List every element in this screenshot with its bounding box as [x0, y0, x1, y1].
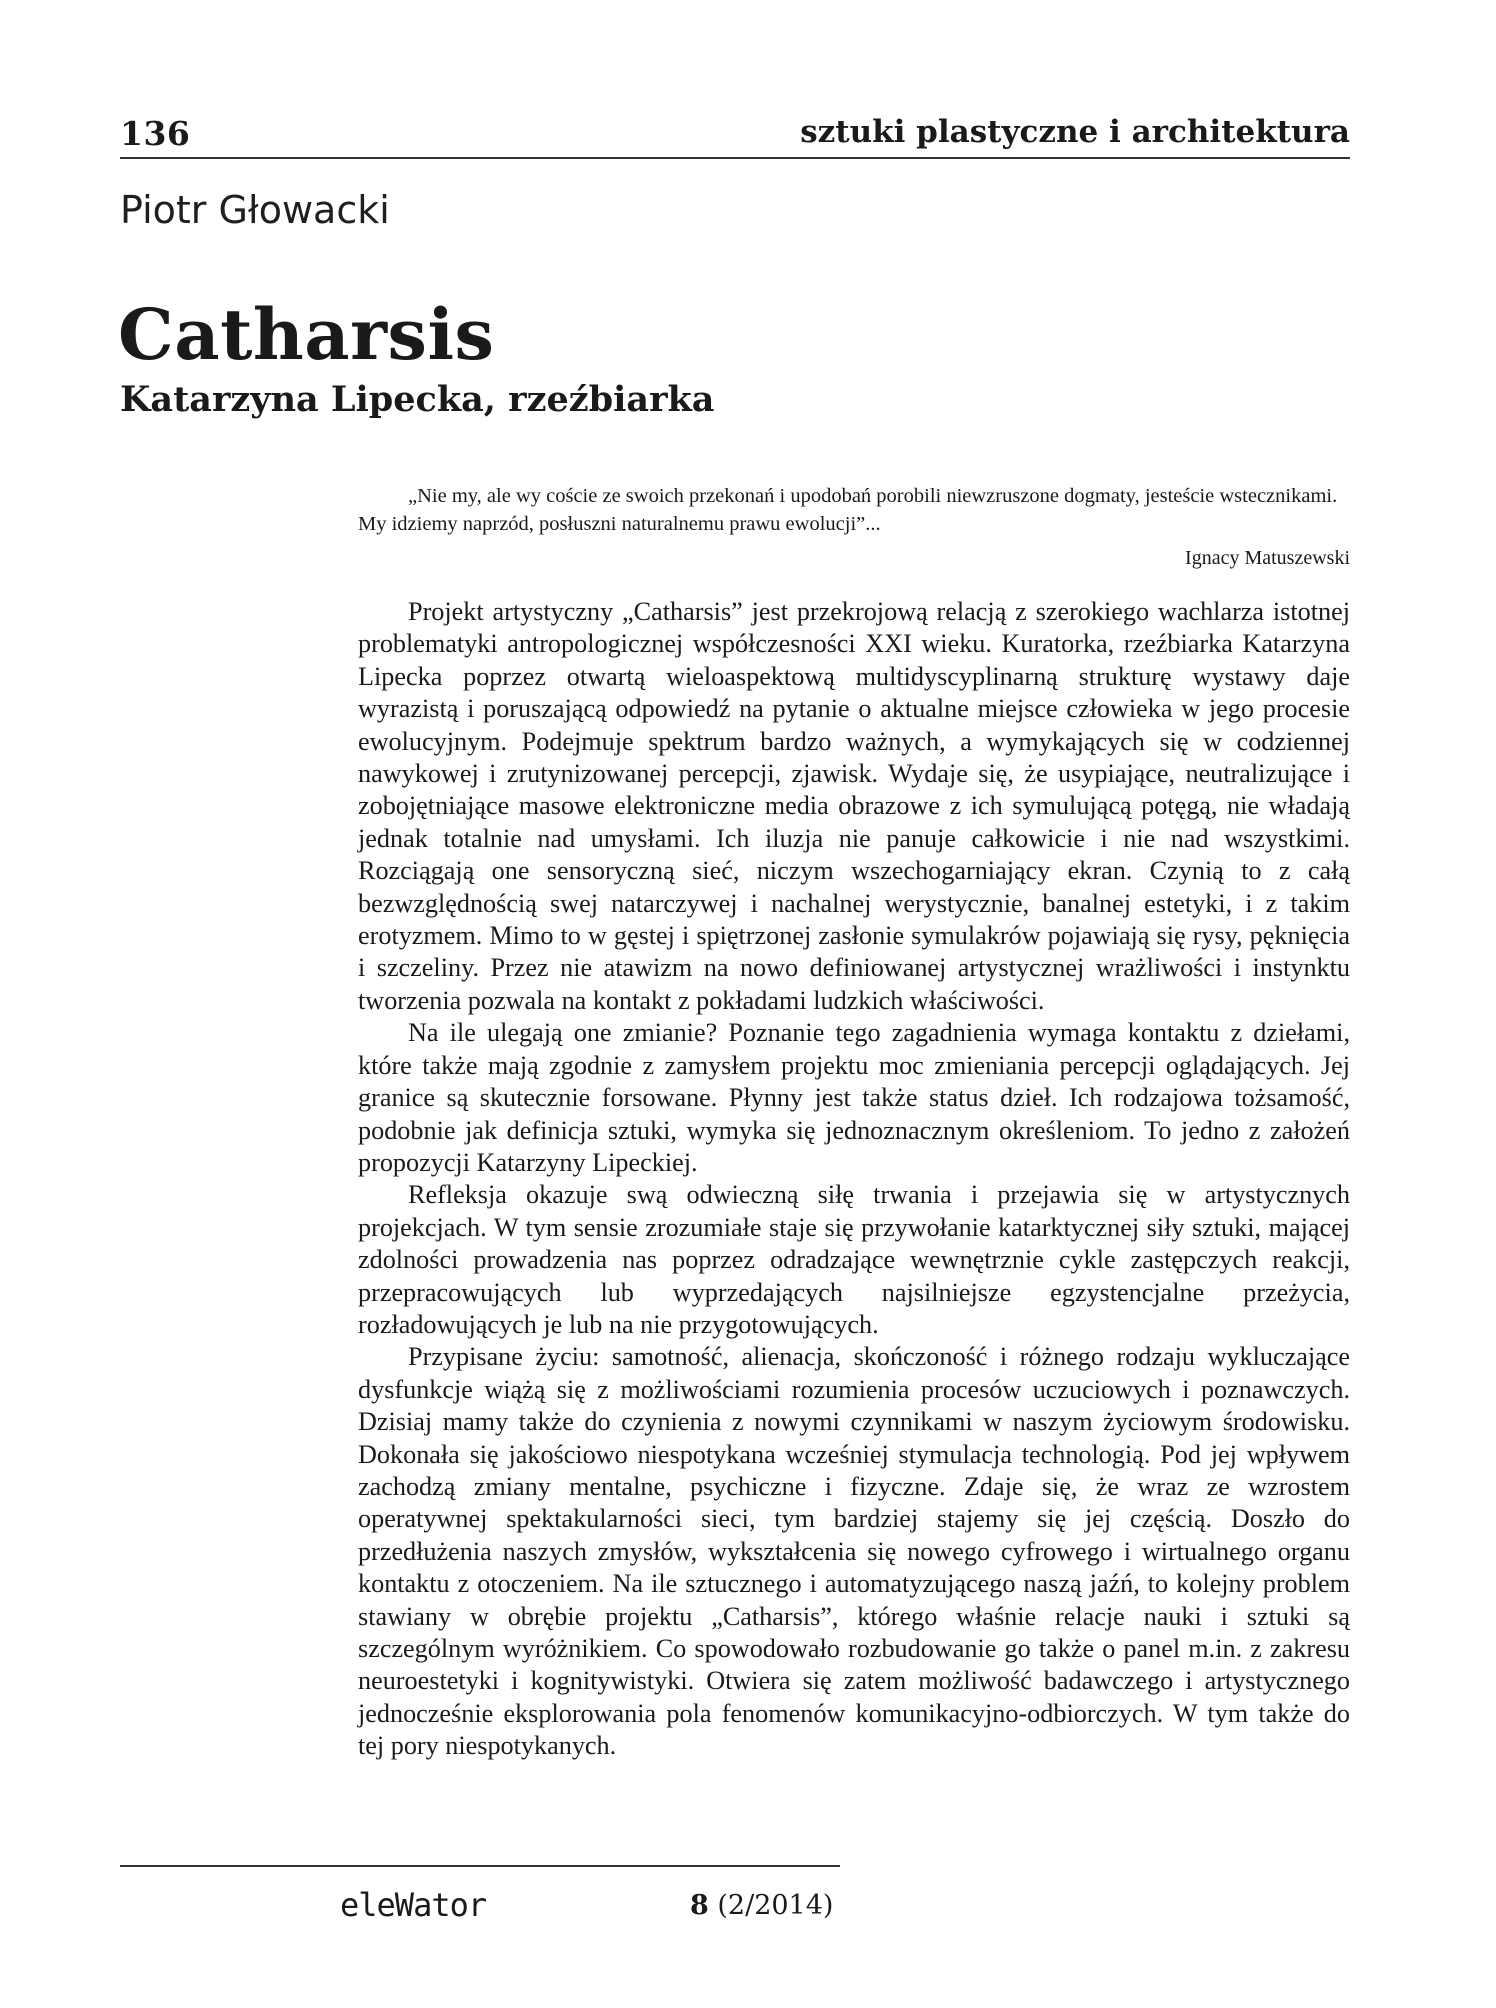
- epigraph: [358, 482, 1350, 572]
- body-paragraph: Przypisane życiu: samotność, alienacja, skończoność i różnego rodzaju wykluczające dysfunkcje wiążą się z możliwościami rozumienia procesów uczuciowych i poznawczych. Dzisiaj mamy także do czynienia z nowymi czynnikami w naszym życiowym środowisku. Dokonała się jakościowo niespotykana wcześniej stymulacja technologią. Pod jej wpływem zachodzą zmiany mentalne, psychiczne i fizyczne. Zdaje się, że wraz ze wzrostem operatywnej spektakularności sieci, tym bardziej stajemy się jej częścią. Doszło do przedłużenia naszych zmysłów, wykształcenia się nowego cyfrowego i wirtualnego organu kontaktu z otoczeniem. Na ile sztucznego i automatyzującego naszą jaźń, to kolejny problem stawiany w obrębie projektu „Catharsis”, którego właśnie relacje nauki i sztuki są szczególnym wyróżnikiem. Co spowodowało rozbudowanie go także o panel m.in. z zakresu neuroestetyki i kognitywistyki. Otwiera się zatem możliwość badawczego i artystycznego jednocześnie eksplorowania pola fenomenów komunikacyjno-odbiorczych. W tym także do tej pory niespotykanych.: [358, 1342, 1350, 1761]
- article-title: Catharsis: [118, 293, 495, 376]
- issue-detail: (2/2014): [717, 1890, 834, 1921]
- header-divider: [120, 157, 1350, 159]
- epigraph-author: Ignacy Matuszewski: [1185, 547, 1350, 569]
- article-author: Piotr Głowacki: [120, 188, 390, 232]
- magazine-logo: eleWator: [340, 1886, 487, 1924]
- issue-number: 8: [690, 1890, 709, 1921]
- section-title: sztuki plastyczne i architektura: [800, 114, 1350, 150]
- issue-info: [690, 1890, 833, 1921]
- page-number: 136: [120, 114, 191, 153]
- article-subtitle: Katarzyna Lipecka, rzeźbiarka: [120, 379, 715, 420]
- body-paragraph: Projekt artystyczny „Catharsis” jest przekrojową relacją z szerokiego wachlarza istotnej problematyki antropologicznej współczesności XXI wieku. Kuratorka, rzeźbiarka Katarzyna Lipecka poprzez otwartą wieloaspektową multidyscyplinarną strukturę wystawy daje wyrazistą i poruszającą odpowiedź na pytanie o aktualne miejsce człowieka w jego procesie ewolucyjnym. Podejmuje spektrum bardzo ważnych, a wymykających się w codziennej nawykowej i zrutynizowanej percepcji, zjawisk. Wydaje się, że usypiające, neutralizujące i zobojętniające masowe elektroniczne media obrazowe z ich symulującą potęgą, nie władają jednak totalnie nad umysłami. Ich iluzja nie panuje całkowicie i nie nad wszystkimi. Rozciągają one sensoryczną sieć, niczym wszechogarniający ekran. Czynią to z całą bezwzględnością swej natarczywej i nachalnej werystycznie, banalnej estetyki, i z takim erotyzmem. Mimo to w gęstej i spiętrzonej zasłonie symulakrów pojawiają się rysy, pęknięcia i szczeliny. Przez nie atawizm na nowo definiowanej artystycznej wrażliwości i instynktu tworzenia pozwala na kontakt z pokładami ludzkich właściwości.: [358, 597, 1350, 1015]
- article-body: [358, 596, 1350, 1763]
- body-paragraph: Refleksja okazuje swą odwieczną siłę trwania i przejawia się w artystycznych projekcjach. W tym sensie zrozumiałe staje się przywołanie katarktycznej siły sztuki, mającej zdolności prowadzenia nas poprzez odradzające wewnętrznie cykle zastępczych reakcji, przepracowujących lub wyprzedających najsilniejsze egzystencjalne przeżycia, rozładowujących je lub na nie przygotowujących.: [358, 1180, 1350, 1339]
- footer-divider: [120, 1865, 840, 1867]
- body-paragraph: Na ile ulegają one zmianie? Poznanie tego zagadnienia wymaga kontaktu z dziełami, które także mają zgodnie z zamysłem projektu moc zmieniania percepcji oglądających. Jej granice są skutecznie forsowane. Płynny jest także status dzieł. Ich rodzajowa tożsamość, podobnie jak definicja sztuki, wymyka się jednoznacznym określeniom. To jedno z założeń propozycji Katarzyny Lipeckiej.: [358, 1018, 1350, 1177]
- epigraph-quote: „Nie my, ale wy coście ze swoich przekonań i upodobań porobili niewzruszone dogmaty, jesteście wstecznikami. My idziemy naprzód, posłuszni naturalnemu prawu ewolucji”...: [358, 485, 1338, 535]
